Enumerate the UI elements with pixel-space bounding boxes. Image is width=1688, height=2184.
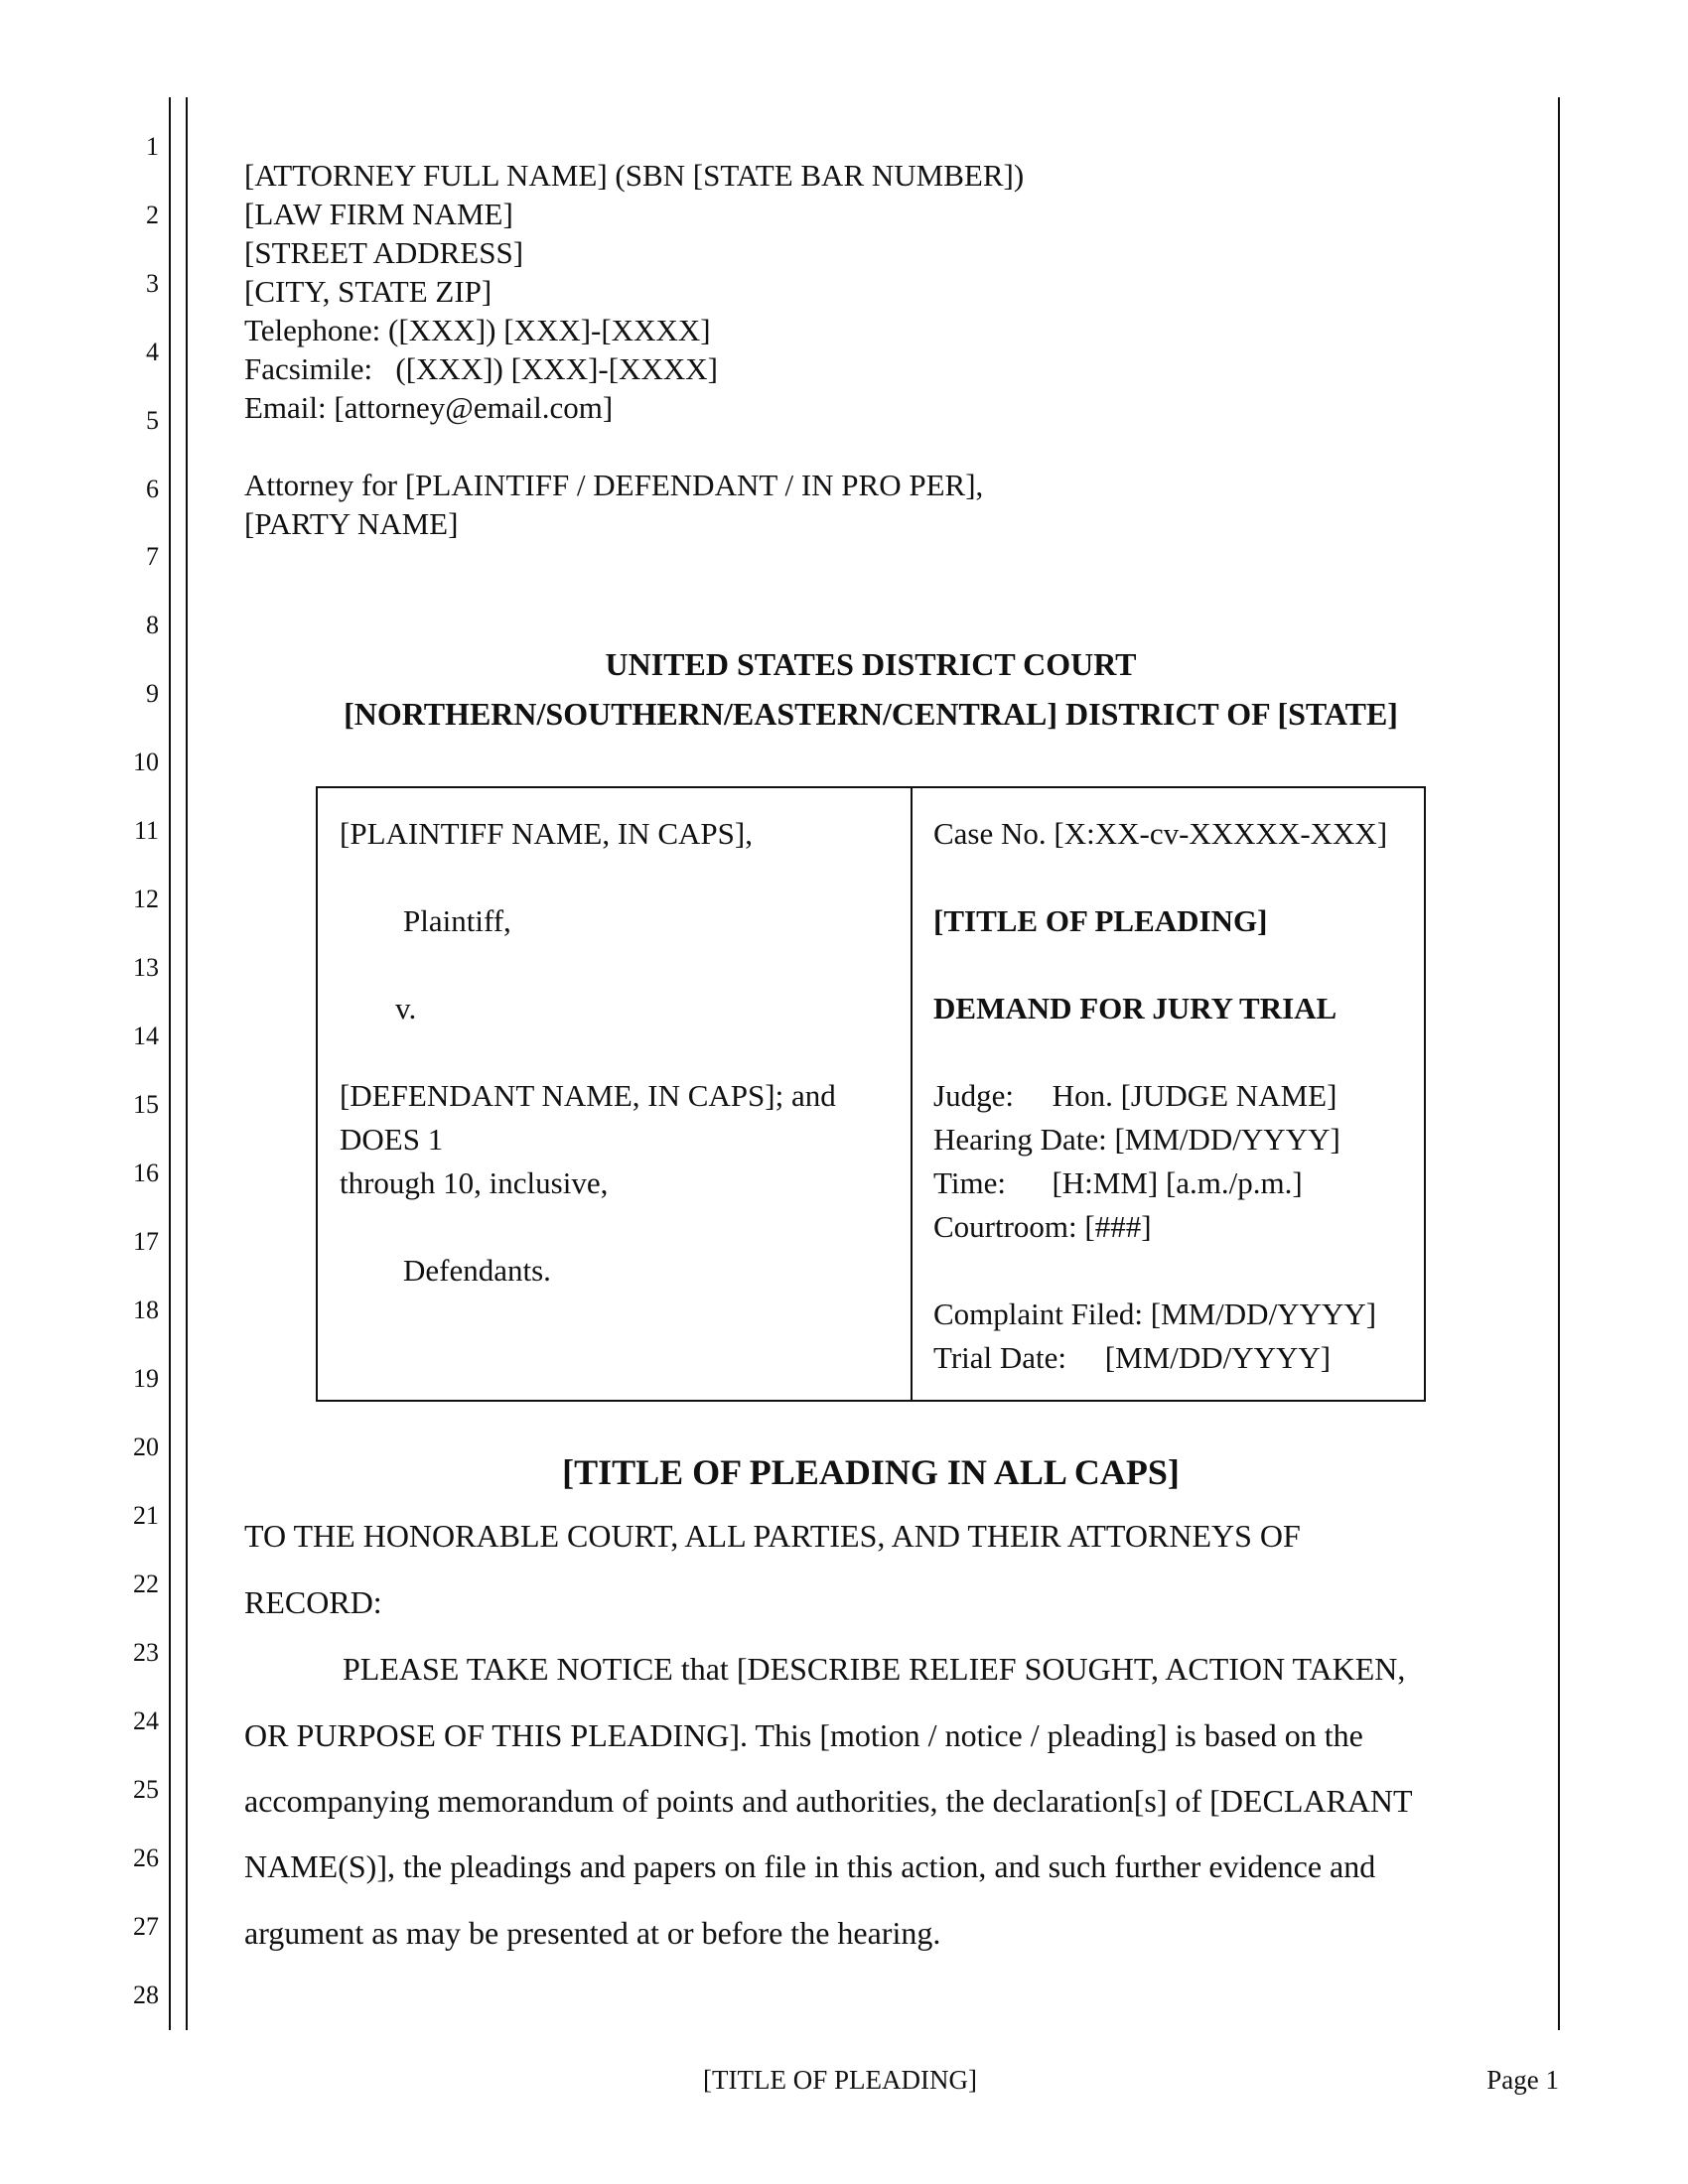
line-number: 26: [133, 1843, 159, 1872]
line-number: 27: [133, 1912, 159, 1941]
case-caption-table: [316, 786, 1426, 1402]
body-line: TO THE HONORABLE COURT, ALL PARTIES, AND THEIR ATTORNEYS OF: [244, 1518, 1301, 1554]
defendant-name-line3: through 10, inclusive,: [340, 1165, 609, 1200]
trial-date: Trial Date: [MM/DD/YYYY]: [933, 1340, 1332, 1375]
court-heading: [244, 639, 1497, 739]
line-number: 4: [146, 338, 159, 366]
line-number: 3: [146, 269, 159, 298]
body-line: PLEASE TAKE NOTICE that [DESCRIBE RELIEF SOUGHT, ACTION TAKEN,: [343, 1651, 1406, 1687]
line-number: 8: [146, 611, 159, 639]
document-heading: [TITLE OF PLEADING IN ALL CAPS]: [562, 1452, 1180, 1492]
attorney-block: [244, 156, 1024, 427]
line-number: 19: [133, 1364, 159, 1393]
courtroom: Courtroom: [###]: [933, 1209, 1152, 1244]
left-margin-rule-outer: [169, 97, 171, 2030]
law-firm-name: [LAW FIRM NAME]: [244, 197, 513, 231]
line-number: 7: [146, 542, 159, 571]
line-number: 20: [133, 1433, 159, 1461]
hearing-time: Time: [H:MM] [a.m./p.m.]: [933, 1165, 1303, 1200]
telephone: Telephone: ([XXX]) [XXX]-[XXXX]: [244, 313, 711, 347]
line-number: 28: [133, 1980, 159, 2009]
line-number: 6: [146, 475, 159, 503]
body-line: NAME(S)], the pleadings and papers on file in this action, and such further evidence and: [244, 1848, 1376, 1884]
judge: Judge: Hon. [JUDGE NAME]: [933, 1078, 1337, 1113]
attorney-for-block: [244, 466, 983, 543]
line-number: 16: [133, 1159, 159, 1187]
body-line: accompanying memorandum of points and authorities, the declaration[s] of [DECLARANT: [244, 1783, 1413, 1819]
attorney-for: Attorney for [PLAINTIFF / DEFENDANT / IN PRO PER],: [244, 468, 984, 502]
line-number: 5: [146, 406, 159, 435]
line-number: 1: [146, 132, 159, 161]
line-number: 22: [133, 1570, 159, 1598]
body-line: RECORD:: [244, 1584, 382, 1620]
email: Email: [attorney@email.com]: [244, 390, 614, 425]
body-line: argument as may be presented at or before the hearing.: [244, 1915, 941, 1951]
pleading-title: [TITLE OF PLEADING]: [933, 903, 1268, 938]
complaint-filed: Complaint Filed: [MM/DD/YYYY]: [933, 1297, 1377, 1331]
party-name: [PARTY NAME]: [244, 506, 459, 541]
body-line: OR PURPOSE OF THIS PLEADING]. This [motion / notice / pleading] is based on the: [244, 1717, 1363, 1753]
footer-page-number: Page 1: [1486, 2065, 1559, 2095]
line-number: 17: [133, 1227, 159, 1256]
defendant-name-line1: [DEFENDANT NAME, IN CAPS]; and: [340, 1078, 836, 1113]
footer-title: [TITLE OF PLEADING]: [703, 2065, 977, 2095]
versus: v.: [395, 991, 417, 1025]
defendant-name-line2: DOES 1: [340, 1122, 444, 1157]
line-number: 14: [133, 1022, 159, 1050]
jury-demand: DEMAND FOR JURY TRIAL: [933, 991, 1337, 1025]
facsimile: Facsimile: ([XXX]) [XXX]-[XXXX]: [244, 351, 718, 386]
line-number: 24: [133, 1706, 159, 1735]
hearing-date: Hearing Date: [MM/DD/YYYY]: [933, 1122, 1340, 1157]
plaintiff-name: [PLAINTIFF NAME, IN CAPS],: [340, 816, 753, 851]
city-state-zip: [CITY, STATE ZIP]: [244, 274, 492, 309]
line-number: 23: [133, 1638, 159, 1667]
right-margin-rule: [1558, 97, 1560, 2030]
line-number: 10: [133, 748, 159, 776]
street-address: [STREET ADDRESS]: [244, 235, 524, 270]
line-number: 18: [133, 1296, 159, 1324]
attorney-name-sbn: [ATTORNEY FULL NAME] (SBN [STATE BAR NUMBER]): [244, 158, 1025, 193]
line-number: 12: [133, 885, 159, 913]
left-margin-rule-inner: [186, 97, 188, 2030]
line-number: 2: [146, 201, 159, 229]
plaintiff-label: Plaintiff,: [403, 903, 511, 938]
defendants-label: Defendants.: [403, 1253, 551, 1288]
line-number: 11: [133, 816, 159, 845]
line-number: 13: [133, 953, 159, 982]
caption-divider: [911, 788, 913, 1400]
case-number: Case No. [X:XX-cv-XXXXX-XXX]: [933, 816, 1388, 851]
line-number: 9: [146, 679, 159, 708]
line-number: 15: [133, 1090, 159, 1119]
court-district: [NORTHERN/SOUTHERN/EASTERN/CENTRAL] DISTRICT OF [STATE]: [344, 696, 1398, 732]
court-name: UNITED STATES DISTRICT COURT: [605, 646, 1137, 682]
line-number: 21: [133, 1501, 159, 1530]
line-number: 25: [133, 1775, 159, 1804]
